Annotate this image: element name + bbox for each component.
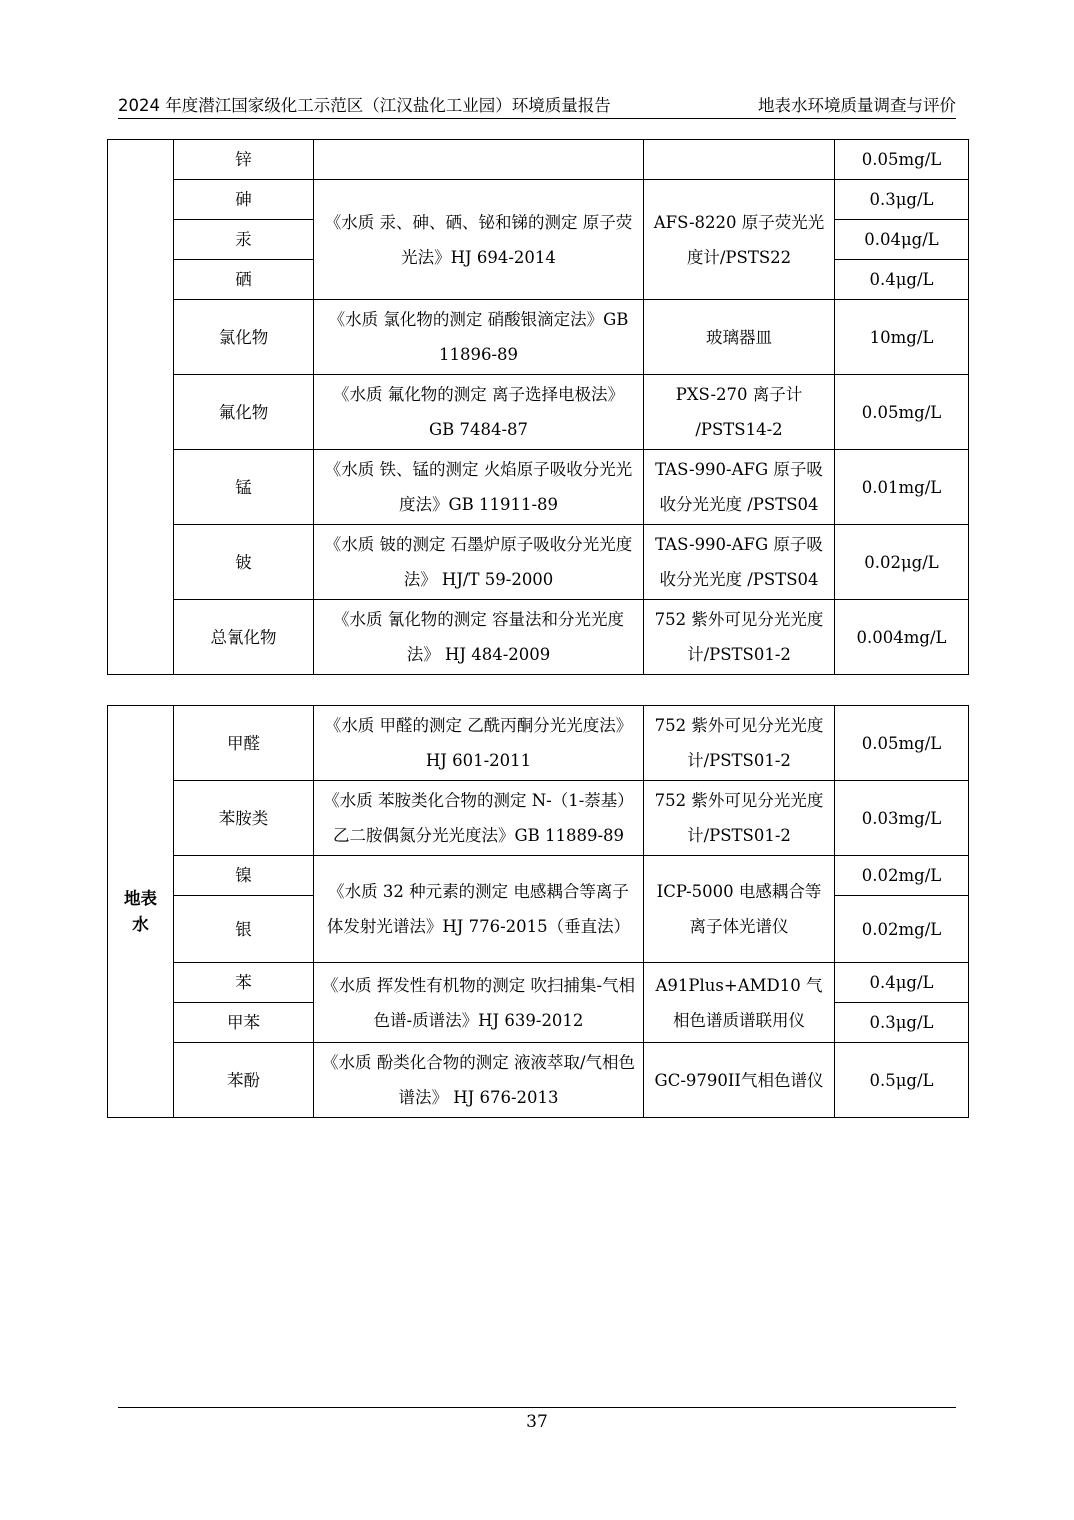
limit-cell: 0.4μg/L xyxy=(835,963,969,1003)
table-row xyxy=(108,140,969,180)
table-row xyxy=(108,963,969,1003)
item-cell: 银 xyxy=(174,896,314,963)
item-cell: 砷 xyxy=(174,180,314,220)
item-cell: 硒 xyxy=(174,260,314,300)
limit-cell: 0.02μg/L xyxy=(835,525,969,600)
item-cell: 总氰化物 xyxy=(174,600,314,675)
limit-cell: 0.3μg/L xyxy=(835,1003,969,1043)
instrument-cell: 玻璃器皿 xyxy=(644,300,835,375)
limit-cell: 0.05mg/L xyxy=(835,706,969,781)
instrument-cell: 752 紫外可见分光光度计/PSTS01-2 xyxy=(644,706,835,781)
table-row xyxy=(108,1043,969,1118)
limit-cell: 0.4μg/L xyxy=(835,260,969,300)
instrument-cell xyxy=(644,140,835,180)
method-cell: 《水质 氯化物的测定 硝酸银滴定法》GB 11896-89 xyxy=(314,300,644,375)
category-cell-surface-water: 地表 水 xyxy=(108,706,174,1118)
limit-cell: 10mg/L xyxy=(835,300,969,375)
method-table-surface-water xyxy=(107,705,969,1118)
item-cell: 铍 xyxy=(174,525,314,600)
table-row xyxy=(108,706,969,781)
instrument-cell: TAS-990-AFG 原子吸收分光光度 /PSTS04 xyxy=(644,525,835,600)
page-number: 37 xyxy=(526,1412,548,1432)
table-row xyxy=(108,525,969,600)
method-cell: 《水质 甲醛的测定 乙酰丙酮分光光度法》 HJ 601-2011 xyxy=(314,706,644,781)
limit-cell: 0.5μg/L xyxy=(835,1043,969,1118)
instrument-cell: A91Plus+AMD10 气相色谱质谱联用仪 xyxy=(644,963,835,1043)
item-cell: 苯酚 xyxy=(174,1043,314,1118)
item-cell: 甲醛 xyxy=(174,706,314,781)
table-row xyxy=(108,300,969,375)
section-title: 地表水环境质量调查与评价 xyxy=(758,96,956,115)
instrument-cell: 752 紫外可见分光光度计/PSTS01-2 xyxy=(644,781,835,856)
category-cell-blank xyxy=(108,140,174,675)
item-cell: 镍 xyxy=(174,856,314,896)
item-cell: 氟化物 xyxy=(174,375,314,450)
table-row xyxy=(108,180,969,220)
instrument-cell: ICP-5000 电感耦合等离子体光谱仪 xyxy=(644,856,835,963)
item-cell: 汞 xyxy=(174,220,314,260)
limit-cell: 0.004mg/L xyxy=(835,600,969,675)
table-row xyxy=(108,375,969,450)
method-cell: 《水质 铍的测定 石墨炉原子吸收分光光度法》 HJ/T 59-2000 xyxy=(314,525,644,600)
item-cell: 甲苯 xyxy=(174,1003,314,1043)
instrument-cell: TAS-990-AFG 原子吸收分光光度 /PSTS04 xyxy=(644,450,835,525)
instrument-cell: 752 紫外可见分光光度计/PSTS01-2 xyxy=(644,600,835,675)
table-row xyxy=(108,600,969,675)
report-title: 2024 年度潜江国家级化工示范区（江汉盐化工业园）环境质量报告 xyxy=(118,96,611,115)
limit-cell: 0.05mg/L xyxy=(835,140,969,180)
method-cell: 《水质 挥发性有机物的测定 吹扫捕集-气相色谱-质谱法》HJ 639-2012 xyxy=(314,963,644,1043)
item-cell: 苯胺类 xyxy=(174,781,314,856)
table-row xyxy=(108,781,969,856)
item-cell: 锌 xyxy=(174,140,314,180)
limit-cell: 0.02mg/L xyxy=(835,896,969,963)
instrument-cell: PXS-270 离子计 /PSTS14-2 xyxy=(644,375,835,450)
method-cell: 《水质 酚类化合物的测定 液液萃取/气相色谱法》 HJ 676-2013 xyxy=(314,1043,644,1118)
method-cell: 《水质 氰化物的测定 容量法和分光光度法》 HJ 484-2009 xyxy=(314,600,644,675)
method-cell xyxy=(314,140,644,180)
item-cell: 氯化物 xyxy=(174,300,314,375)
limit-cell: 0.04μg/L xyxy=(835,220,969,260)
method-cell: 《水质 氟化物的测定 离子选择电极法》 GB 7484-87 xyxy=(314,375,644,450)
method-cell: 《水质 汞、砷、硒、铋和锑的测定 原子荧光法》HJ 694-2014 xyxy=(314,180,644,300)
table-row xyxy=(108,450,969,525)
table-row xyxy=(108,856,969,896)
instrument-cell: GC-9790II气相色谱仪 xyxy=(644,1043,835,1118)
footer-rule xyxy=(118,1407,956,1408)
method-cell: 《水质 苯胺类化合物的测定 N-（1-萘基）乙二胺偶氮分光光度法》GB 11889-89 xyxy=(314,781,644,856)
instrument-cell: AFS-8220 原子荧光光度计/PSTS22 xyxy=(644,180,835,300)
limit-cell: 0.02mg/L xyxy=(835,856,969,896)
limit-cell: 0.3μg/L xyxy=(835,180,969,220)
method-cell: 《水质 32 种元素的测定 电感耦合等离子体发射光谱法》HJ 776-2015（垂直法） xyxy=(314,856,644,963)
page-header xyxy=(118,92,956,119)
limit-cell: 0.05mg/L xyxy=(835,375,969,450)
method-table xyxy=(107,139,969,675)
item-cell: 锰 xyxy=(174,450,314,525)
limit-cell: 0.01mg/L xyxy=(835,450,969,525)
item-cell: 苯 xyxy=(174,963,314,1003)
limit-cell: 0.03mg/L xyxy=(835,781,969,856)
method-cell: 《水质 铁、锰的测定 火焰原子吸收分光光度法》GB 11911-89 xyxy=(314,450,644,525)
